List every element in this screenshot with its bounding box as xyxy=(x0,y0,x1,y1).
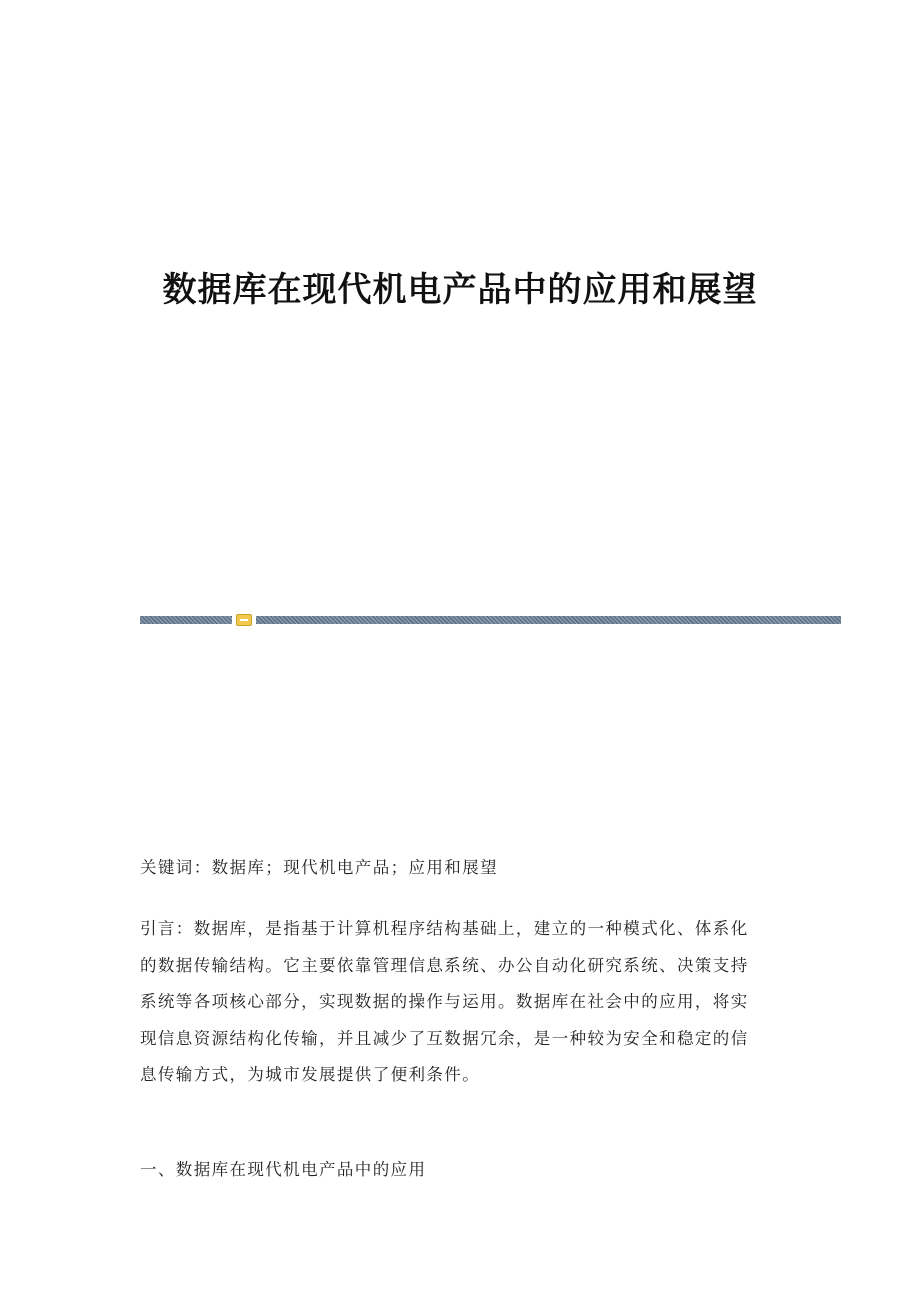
divider-left xyxy=(140,616,232,624)
section-heading: 一、数据库在现代机电产品中的应用 xyxy=(140,1160,427,1179)
intro-paragraph xyxy=(140,911,780,1094)
ornament-icon xyxy=(236,614,252,626)
keywords-line: 关键词：数据库；现代机电产品；应用和展望 xyxy=(140,858,498,877)
page-title: 数据库在现代机电产品中的应用和展望 xyxy=(162,270,758,310)
intro-line: 现信息资源结构化传输，并且减少了互数据冗余，是一种较为安全和稳定的信 xyxy=(140,1028,749,1048)
intro-line: 息传输方式，为城市发展提供了便利条件。 xyxy=(140,1065,481,1084)
intro-line: 的数据传输结构。它主要依靠管理信息系统、办公自动化研究系统、决策支持 xyxy=(140,955,749,975)
intro-line: 系统等各项核心部分，实现数据的操作与运用。数据库在社会中的应用，将实 xyxy=(140,992,749,1011)
divider-right xyxy=(256,616,841,624)
intro-line: 引言：数据库，是指基于计算机程序结构基础上，建立的一种模式化、体系化 xyxy=(140,919,749,938)
